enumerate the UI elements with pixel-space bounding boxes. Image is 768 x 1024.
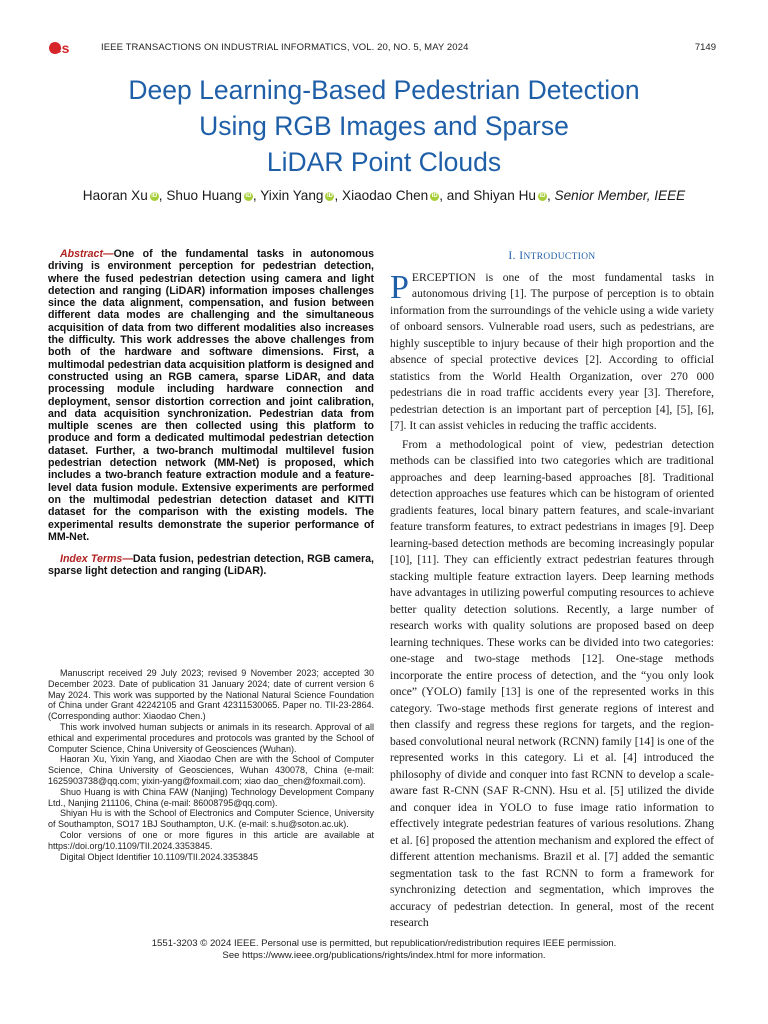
drop-cap: P	[390, 268, 409, 306]
author-5: and Shiyan Hu	[446, 188, 536, 203]
footnote-manuscript: Manuscript received 29 July 2023; revised 9 November 2023; accepted 30 December 2023. Date of publication 31 January 2024; date of current version 6 May 2024. This work was supported by the National Natural Science Foundation of China under Grant 42242105 and Grant 42311530065. Paper no. TII-23-2864. (Corresponding author: Xiaodao Chen.)	[48, 668, 374, 722]
copyright-line-2: See https://www.ieee.org/publications/rights/index.html for more information.	[222, 949, 546, 961]
abstract-label: Abstract—	[60, 248, 114, 260]
orcid-icon[interactable]: iD	[431, 193, 438, 199]
author-1: Haoran Xu	[82, 188, 148, 203]
orcid-icon[interactable]: iD	[151, 193, 158, 199]
copyright-notice	[40, 938, 728, 961]
footnote-affiliation-1: Haoran Xu, Yixin Yang, and Xiaodao Chen are with the School of Computer Science, China University of Geosciences, Wuhan 430078, China (e-mail: 1625903738@qq.com; yixin-yang@foxmail.com; xiao dao_chen@foxmail.com).	[48, 754, 374, 786]
abstract	[48, 248, 374, 543]
intro-p1-start: ERCEPTION	[411, 270, 476, 284]
page-number: 7149	[694, 42, 716, 53]
abstract-text: One of the fundamental tasks in autonomous driving is environment perception for pedestrian detection, where the fused pedestrian detection using camera and light detection and ranging (LiDAR) information imposes challenges since the data alignment, compensation, and fusion between different data modes are challenging and the simultaneous acquisition of data from two different modalities also increases the difficulty. This work addresses the above challenges from both of the hardware and software dimensions. First, a multimodal pedestrian data acquisition platform is designed and constructed using an RGB camera, sparse LiDAR, and data processing module including hardware connection and deployment, sensor distortion correction and joint calibration, and data acquisition synchronization. Pedestrian data from multiple scenes are then collected using this platform to produce and form a dedicated multimodal pedestrian detection dataset. Further, a two-branch multimodal multilevel fusion pedestrian detection network (MM-Net) is proposed, which includes a two-branch feature extraction module and a feature-level data fusion module. Extensive experiments are performed on the multimodal pedestrian detection dataset and KITTI dataset for the comparison with the existing models. The experimental results demonstrate the superior performance of MM-Net.	[48, 248, 374, 543]
intro-paragraph-2: From a methodological point of view, pedestrian detection methods can be classified into two categories which are traditional approaches and deep learning-based approaches [8]. Traditional detection approaches use features which can be histogram of oriented gradients features, local binary pattern features, and scale-invariant feature transform features, to extract pedestrians in images [9]. Deep learning-based detection methods are becoming increasingly popular [10], [11]. They can efficiently extract pedestrian features through stacking multiple feature extraction layers. Deep learning methods have advantages in utilizing powerful computing resources to achieve better quality detection solutions. Recently, a large number of research works with quality solutions are proposed based on deep learning techniques. These works can be divided into two categories: one-stage and two-stage methods [12]. One-stage methods incorporate the entire process of detection, and the “you only look once” (YOLO) family [13] is one of the represented works in this category. Two-stage methods first generate regions of interest and then classify and regress these regions for targets, and the region-based convolutional neural network (RCNN) family [14] is one of the represented works in this category. Li et al. [4] introduced the philosophy of divide and conquer into fast RCNN to develop a scale-aware fast R-CNN (SAF R-CNN). Hsu et al. [5] utilized the divide and conquer idea in YOLO to fuse image ratio information to effectively integrate pedestrian features of various resolutions. Zhang et al. [6] proposed the attention mechanism and explored the effect of different attention mechanisms. Brazil et al. [7] added the semantic segmentation task to the fast RCNN to form a framework for synchronizing detection and segmentation, which improves the accuracy of pedestrian detection. In general, most of the recent research	[390, 437, 714, 929]
orcid-icon[interactable]: iD	[326, 193, 333, 199]
footnotes	[48, 668, 374, 862]
copyright-line-1: 1551-3203 © 2024 IEEE. Personal use is permitted, but republication/redistribution requires IEEE permission.	[151, 938, 617, 949]
running-header	[48, 40, 716, 58]
author-list: Haoran Xu iD , Shuo Huang iD , Yixin Yang iD , Xiaodao Chen iD , and Shiyan Hu iD , Senior Member, IEEE	[82, 188, 686, 203]
footnote-doi: Digital Object Identifier 10.1109/TII.2024.3353845	[60, 851, 258, 862]
intro-paragraph-1	[390, 270, 714, 435]
intro-p1-text: is one of the most fundamental tasks in autonomous driving [1]. The purpose of perception is to obtain information from the surroundings of the vehicle using a wide variety of onboard sensors. Vulnerable road users, such as pedestrians, are highly susceptible to injury because of their high proportion and the absence of special protective devices [2]. According to official statistics from the World Health Organization, over 270 000 pedestrians die in road traffic accidents every year [3]. Therefore, pedestrian detection is an important part of perception [4], [5], [6], [7]. It can assist vehicles in reducing the traffic accidents.	[390, 270, 714, 432]
footnote-affiliation-3: Shiyan Hu is with the School of Electronics and Computer Science, University of Southampton, SO17 1BJ Southampton, U.K. (e-mail: s.hu@soton.ac.uk).	[48, 808, 374, 830]
section-number: I.	[508, 250, 516, 262]
right-column	[390, 248, 714, 932]
left-column	[48, 248, 374, 578]
index-terms-text: Data fusion, pedestrian detection, RGB camera, sparse light detection and ranging (LiDAR).	[48, 553, 374, 578]
section-name: NTRODUCTION	[523, 252, 596, 262]
index-terms	[48, 553, 374, 578]
author-2: Shuo Huang	[166, 188, 242, 203]
author-4: Xiaodao Chen	[342, 188, 429, 203]
footnote-affiliation-2: Shuo Huang is with China FAW (Nanjing) Technology Development Company Ltd., Nanjing 211106, China (e-mail: 86008795@qq.com).	[48, 786, 374, 808]
title-line-1: Deep Learning-Based Pedestrian Detection	[128, 75, 640, 105]
journal-line: IEEE TRANSACTIONS ON INDUSTRIAL INFORMATICS, VOL. 20, NO. 5, MAY 2024	[101, 42, 469, 53]
paper-title	[40, 72, 728, 180]
author-3: Yixin Yang	[260, 188, 324, 203]
logo-text: ies	[50, 40, 70, 56]
author-membership: Senior Member, IEEE	[554, 188, 686, 203]
orcid-icon[interactable]: iD	[539, 193, 546, 199]
section-heading	[390, 248, 714, 266]
ies-logo	[48, 38, 90, 58]
title-line-3: LiDAR Point Clouds	[266, 147, 502, 177]
orcid-icon[interactable]: iD	[245, 193, 252, 199]
footnote-ethics: This work involved human subjects or animals in its research. Approval of all ethical and experimental procedures and protocols was granted by the School of Computer Science, China University of Geosciences (Wuhan).	[48, 721, 374, 754]
index-terms-label: Index Terms—	[60, 553, 133, 566]
title-line-2: Using RGB Images and Sparse	[199, 111, 569, 141]
footnote-color-versions: Color versions of one or more figures in this article are available at https://doi.org/10.1109/TII.2024.3353845.	[48, 829, 374, 851]
section-initial: I	[519, 250, 524, 262]
